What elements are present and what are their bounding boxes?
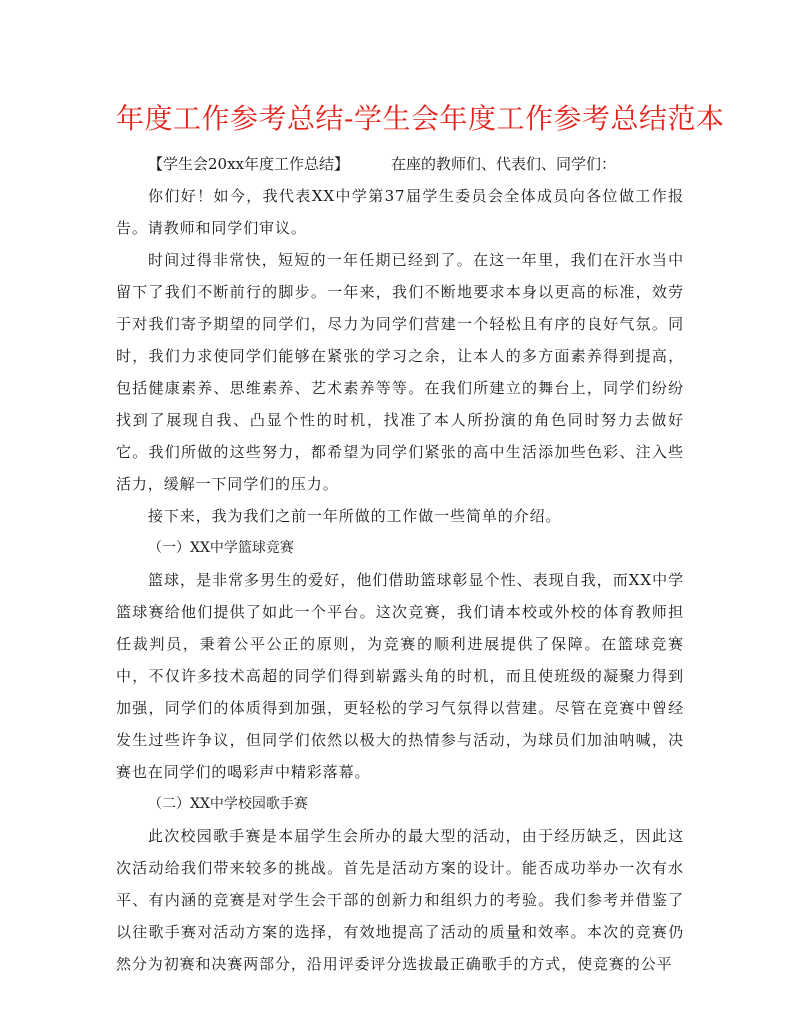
intro-label: 【学生会20xx年度工作总结】 xyxy=(148,155,350,173)
paragraph-singer: 此次校园歌手赛是本届学生会所办的最大型的活动，由于经历缺乏，因此这次活动给我们带来较多的挑战。首先是活动方案的设计。能否成功举办一次有水平、有内涵的竞赛是对学生会干部的创新力和组织力的考验。我们参考并借鉴了以往歌手赛对活动方案的选择，有效地提高了活动的质量和效率。本次的竞赛仍然分为初赛和决赛两部分，沿用评委评分选拔最正确歌手的方式，使竞赛的公平 xyxy=(116,827,684,973)
intro-address: 在座的教师们、代表们、同学们： xyxy=(391,155,617,173)
section-heading-basketball: （一）XX中学篮球竞赛 xyxy=(148,540,294,556)
paragraph-overview: 时间过得非常快，短短的一年任期已经到了。在这一年里，我们在汗水当中留下了我们不断前行的脚步。一年来，我们不断地要求本身以更高的标准，效劳于对我们寄予期望的同学们，尽力为同学们营建一个轻松且有序的良好气氛。同时，我们力求使同学们能够在紧张的学习之余，让本人的多方面素养得到提高，包括健康素养、思维素养、艺术素养等等。在我们所建立的舞台上，同学们纷纷找到了展现自我、凸显个性的时机，找准了本人所扮演的角色同时努力去做好它。我们所做的这些努力，都希望为同学们紧张的高中生活添加些色彩、注入些活力，缓解一下同学们的压力。 xyxy=(116,251,684,493)
section-heading-singer: （二）XX中学校园歌手赛 xyxy=(148,796,308,812)
paragraph-basketball: 篮球，是非常多男生的爱好，他们借助篮球彰显个性、表现自我，而XX中学篮球赛给他们提供了如此一个平台。这次竞赛，我们请本校或外校的体育教师担任裁判员，秉着公平公正的原则，为竞赛的顺利进展提供了保障。在篮球竞赛中，不仅许多技术高超的同学们得到崭露头角的时机，而且使班级的凝聚力得到加强，同学们的体质得到加强，更轻松的学习气氛得以营建。尽管在竞赛中曾经发生过些许争议，但同学们依然以极大的热情参与活动，为球员们加油呐喊，决赛也在同学们的喝彩声中精彩落幕。 xyxy=(116,571,684,781)
document-title: 年度工作参考总结-学生会年度工作参考总结范本 xyxy=(116,102,725,135)
paragraph-greeting: 你们好！如今，我代表XX中学第37届学生委员会全体成员向各位做工作报告。请教师和同学们审议。 xyxy=(116,187,684,237)
intro-line xyxy=(116,148,684,180)
paragraph-transition: 接下来，我为我们之前一年所做的工作做一些简单的介绍。 xyxy=(148,507,562,525)
